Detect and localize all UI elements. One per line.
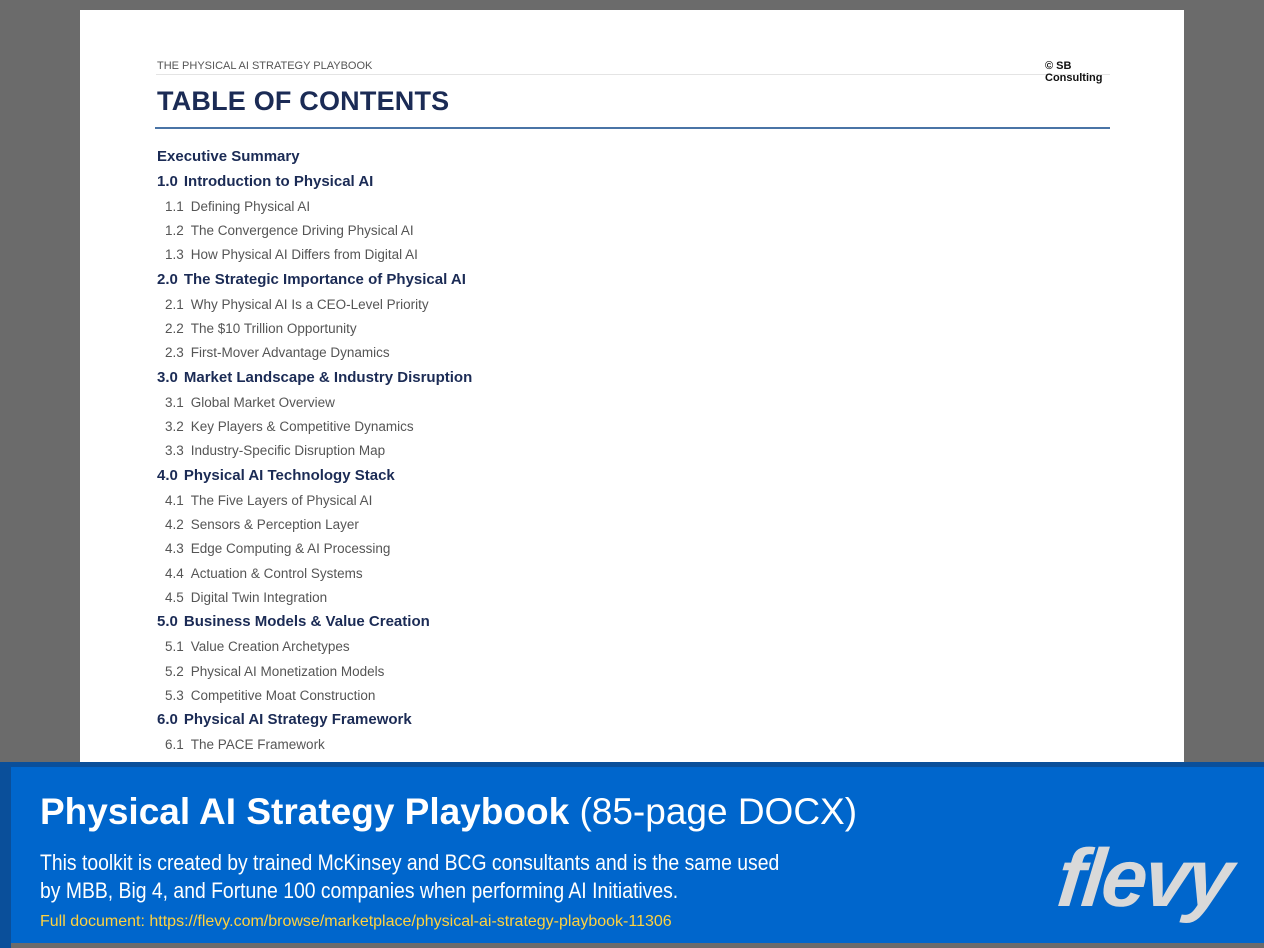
- toc-label: Why Physical AI Is a CEO-Level Priority: [190, 296, 429, 312]
- toc-subsection[interactable]: [157, 733, 1057, 757]
- toc-section[interactable]: [157, 268, 1057, 293]
- toc-label: Market Landscape & Industry Disruption: [183, 368, 473, 386]
- toc-label: Value Creation Archetypes: [190, 639, 350, 655]
- toc-subsection[interactable]: [157, 513, 1057, 537]
- toc-label: The $10 Trillion Opportunity: [190, 320, 357, 336]
- document-page: [80, 10, 1184, 770]
- toc-number: 5.0: [157, 613, 178, 631]
- toc-label: Defining Physical AI: [190, 198, 311, 214]
- copyright-notice: © SB Consulting: [1045, 60, 1103, 84]
- toc-label: Physical AI Technology Stack: [183, 466, 395, 484]
- title-divider: [155, 127, 1110, 129]
- toc-label: Physical AI Strategy Framework: [183, 711, 412, 729]
- toc-label: The Five Layers of Physical AI: [190, 492, 373, 508]
- toc-subsection[interactable]: [157, 415, 1057, 439]
- toc-number: 3.1: [165, 394, 184, 410]
- toc-number: 4.3: [165, 541, 184, 557]
- toc-number: 1.3: [165, 247, 184, 263]
- toc-number: 3.0: [157, 368, 178, 386]
- toc-label: The Convergence Driving Physical AI: [190, 222, 414, 238]
- toc-label: Industry-Specific Disruption Map: [190, 443, 386, 459]
- toc-subsection[interactable]: [157, 684, 1057, 708]
- toc-label: Digital Twin Integration: [190, 590, 328, 606]
- promo-banner: [0, 762, 1264, 943]
- toc-number: 1.2: [165, 222, 184, 238]
- promo-title: [40, 791, 857, 833]
- toc-subsection[interactable]: [157, 317, 1057, 341]
- running-header-title: THE PHYSICAL AI STRATEGY PLAYBOOK: [157, 60, 373, 72]
- toc-label: Introduction to Physical AI: [183, 172, 374, 190]
- toc-label: Edge Computing & AI Processing: [190, 541, 391, 557]
- toc-label: Global Market Overview: [190, 394, 335, 410]
- promo-description: This toolkit is created by trained McKinsey and BCG consultants and is the same used by MBB, Big 4, and Fortune 100 companies when performing AI Initiatives.: [40, 850, 780, 903]
- toc-subsection[interactable]: [157, 562, 1057, 586]
- toc-section[interactable]: [157, 708, 1057, 733]
- toc-number: 1.0: [157, 172, 178, 190]
- toc-subsection[interactable]: [157, 293, 1057, 317]
- toc-section[interactable]: [157, 170, 1057, 195]
- banner-edge: [0, 767, 11, 948]
- toc-subsection[interactable]: [157, 243, 1057, 267]
- toc-label: Competitive Moat Construction: [190, 688, 376, 704]
- toc-section[interactable]: [157, 610, 1057, 635]
- toc-number: 2.1: [165, 296, 184, 312]
- toc-number: 1.1: [165, 198, 184, 214]
- toc-number: 2.3: [165, 345, 184, 361]
- toc-number: 5.2: [165, 663, 184, 679]
- toc-subsection[interactable]: [157, 391, 1057, 415]
- toc-label: Executive Summary: [157, 148, 300, 165]
- toc-label: The PACE Framework: [190, 737, 325, 753]
- promo-title-format: (85-page DOCX): [579, 791, 858, 832]
- running-header: [156, 60, 1110, 84]
- toc-number: 4.0: [157, 466, 178, 484]
- toc-number: 3.2: [165, 418, 184, 434]
- toc-subsection[interactable]: [157, 439, 1057, 463]
- toc-number: 5.1: [165, 639, 184, 655]
- document-link[interactable]: Full document: https://flevy.com/browse/marketplace/physical-ai-strategy-playbook-11306: [40, 913, 672, 930]
- toc-subsection[interactable]: [157, 537, 1057, 561]
- toc-number: 2.0: [157, 270, 178, 288]
- table-of-contents: [157, 145, 1057, 758]
- toc-number: 2.2: [165, 320, 184, 336]
- toc-subsection[interactable]: [157, 660, 1057, 684]
- promo-title-name: Physical AI Strategy Playbook: [40, 791, 570, 832]
- toc-label: Actuation & Control Systems: [190, 565, 363, 581]
- toc-label: The Strategic Importance of Physical AI: [183, 270, 466, 288]
- flevy-logo[interactable]: flevy: [1053, 833, 1235, 924]
- toc-number: 4.1: [165, 492, 184, 508]
- toc-subsection[interactable]: [157, 635, 1057, 659]
- toc-subsection[interactable]: [157, 586, 1057, 610]
- toc-section[interactable]: [157, 145, 1057, 170]
- toc-label: Key Players & Competitive Dynamics: [190, 418, 414, 434]
- toc-label: First-Mover Advantage Dynamics: [190, 345, 390, 361]
- toc-subsection[interactable]: [157, 219, 1057, 243]
- toc-subsection[interactable]: [157, 489, 1057, 513]
- toc-number: 6.0: [157, 711, 178, 729]
- toc-subsection[interactable]: [157, 341, 1057, 365]
- toc-label: Physical AI Monetization Models: [190, 663, 385, 679]
- toc-number: 4.2: [165, 516, 184, 532]
- page-title: TABLE OF CONTENTS: [157, 86, 450, 116]
- toc-number: 3.3: [165, 443, 184, 459]
- toc-subsection[interactable]: [157, 195, 1057, 219]
- toc-label: Sensors & Perception Layer: [190, 516, 359, 532]
- toc-number: 5.3: [165, 688, 184, 704]
- toc-number: 4.5: [165, 590, 184, 606]
- toc-label: Business Models & Value Creation: [183, 613, 430, 631]
- toc-section[interactable]: [157, 366, 1057, 391]
- toc-number: 4.4: [165, 565, 184, 581]
- toc-number: 6.1: [165, 737, 184, 753]
- toc-section[interactable]: [157, 464, 1057, 489]
- toc-label: How Physical AI Differs from Digital AI: [190, 247, 418, 263]
